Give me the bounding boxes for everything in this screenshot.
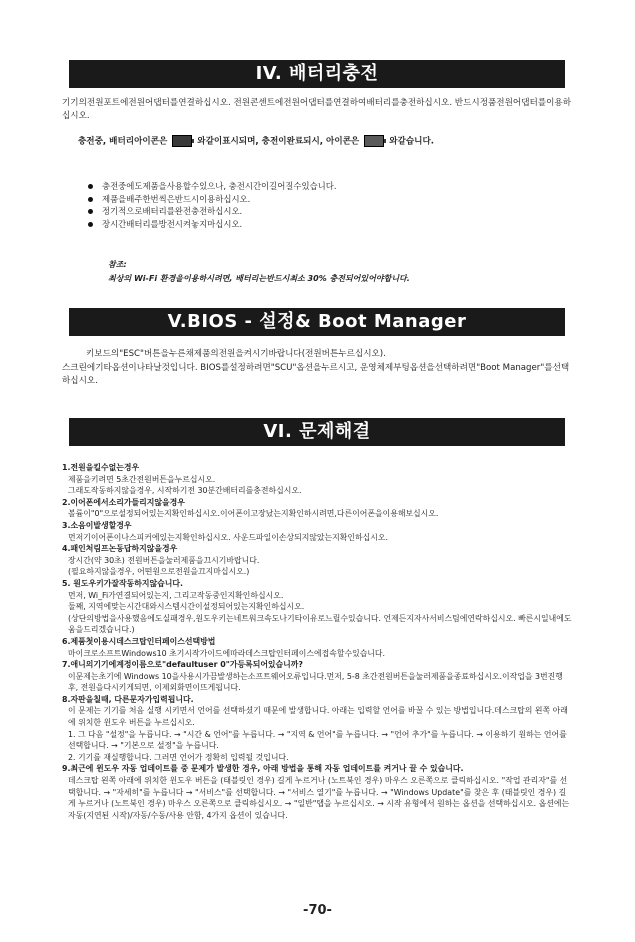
battery-full-icon <box>364 135 384 147</box>
faq-answer: 마이크로소프트Windows10 초기시작가이드에따라데스크탑인터페이스에접속할수있습니다. <box>68 648 386 658</box>
faq-question: 2.이어폰에서소리가들리지않을경우 <box>62 497 185 507</box>
faq-question: 5. 원도우키가잘작동하지않습니다. <box>62 578 183 588</box>
charging-text-b: 와같이표시되며, 충전이완료되시, 아이콘은 <box>197 136 360 147</box>
faq-answer: 둘째, 지역에맞는시간대와시스템시간이설정되어있는지확인하십시오. <box>68 602 305 612</box>
faq-question: 3.소음이발생할경우 <box>62 520 132 530</box>
faq-answer: 이 문제는 기기를 처음 실행 시키면서 언어를 선택하셨기 때문에 발생합니다. 아래는 입력할 언어를 바꿀 수 있는 방법입니다.데스크탑의 왼쪽 아래에 위치한 윈도우 버튼을 누르십시오. <box>68 706 568 728</box>
battery-charging-icon <box>172 135 192 147</box>
faq-answer: 제품을키려면 5초간전원버튼을누르십시오. <box>68 474 216 484</box>
faq-question: 6.제품첫이용시데스크탑인터페이스선택방법 <box>62 636 216 646</box>
section-4-title: IV. 배터리충전 <box>69 60 565 88</box>
list-item: 제품을배주한번씩은반드시이용하십시오. <box>88 193 558 206</box>
faq-answer: 이문제는초기에 Windows 10을사용시가끔발생하는소프트웨어오류입니다.먼저, 5-8 초간전원버튼을눌러제품을종료하십시오.이작업을 3번진행후, 전원을다시키게되면, 이제외화면이뜨게됩니다. <box>68 671 563 693</box>
section-5-title: V.BIOS - 설정& Boot Manager <box>69 308 565 336</box>
faq-answer: 1. 그 다음 "설정"을 누릅니다. → "시간 & 언어"를 누릅니다. → "지역 & 언어"를 누릅니다. → "언어 추가"를 누릅니다. → 이용하기 원하는 언어를 선택합니다. → "기본으로 설정"을 누릅니다. <box>68 729 567 751</box>
faq-answer: 먼저, Wi_Fi가연결되어있는지, 그리고작동중인지확인하십시오. <box>68 590 284 600</box>
faq-answer: (필요하지않을경우, 어떤원으로전원을끄지마십시오.) <box>68 567 250 577</box>
bios-line-2: 스크린에기타옵션이나타날것입니다. BIOS를설정하려면"SCU"옵션을누르시고, 운영체제부팅옵션을선택하려면"Boot Manager"를선택하십시오. <box>62 363 570 386</box>
page-number: -70- <box>303 903 332 918</box>
faq-question: 7.애니의기기에계정이름으로"defaultuser 0"가등록되어있습니까? <box>62 660 304 670</box>
note-label: 참조: <box>108 260 127 269</box>
faq-answer: 장시간(약 30초) 전원버튼을눌러제품을끄시기바랍니다. <box>68 555 260 565</box>
list-item: 장시간배터리를방전시켜놓지마십시오. <box>88 218 558 231</box>
battery-intro: 기기의전원포트에전원어댑터를연결하십시오. 전원콘센트에전원어댑터를연결하여배터리를충전하십시오. 반드시정품전원어댑터를이용하십시오. <box>62 98 572 121</box>
faq-question: 4.패인처림프논동답하지않을경우 <box>62 544 178 554</box>
list-item: 정기적으로배터리를완전충전하십시오. <box>88 205 558 218</box>
faq-answer: 그래도작동하지않을경우, 시작하기전 30분간배터리를충전하십시오. <box>68 486 302 496</box>
faq-answer: (상단의방법을사용했음에도실패경우,원도우키는네트워크속도나기타이유로느릴수있습니다. 언제든지자사서비스팀에연락하십시오. 빠른시일내에도움을드리겠습니다.) <box>68 613 572 635</box>
faq-question: 9.최근에 윈도우 자동 업데이트를 중 문제가 발생한 경우, 아래 방법을 통해 자동 업데이트를 켜거나 끌 수 있습니다. <box>62 764 464 774</box>
charging-text-c: 와같습니다. <box>389 136 435 147</box>
faq-answer: 데스크탑 왼쪽 아래에 위치한 윈도우 버튼을 (태블릿인 경우) 길게 누르거나 (노트북인 경우) 마우스 오른쪽으로 클릭하십시오. "작업 관리자"를 선택합니다. → "자세히"를 누릅니다 → "서비스"를 선택합니다. → "서비스 열기"를 누릅니다. → "Windows Update"를 찾은 후 (태블릿인 경우) 길게 누르거나 (노트북인 경우) 마우스 오른쪽으로 클릭하십시오. → "일반"탭을 누르십시오. → 시작 유형에서 원하는 옵션을 선택하십시오. 옵션에는 자동(지연된 시작)/자동/수동/사용 안함, 4가지 옵션이 있습니다. <box>68 776 570 820</box>
faq-answer: 먼저기이어폰이나스피커에있는지확인하십시오. 사운드파일이손상되지않았는지확인하십시오. <box>68 532 389 542</box>
faq-answer: 2. 기기를 재실행합니다. 그러면 언어가 정확히 입력될 것입니다. <box>68 752 289 762</box>
section-6-title: VI. 문제해결 <box>69 418 565 446</box>
list-item: 충전중에도제품을사용할수있으나, 충전시간이길어질수있습니다. <box>88 180 558 193</box>
faq-answer: 볼륨이"0"으로설정되어있는지확인하십시오.이어폰이고장났는지확인하시려면,다른이어폰을이용해보십시오. <box>68 509 439 519</box>
faq-question: 8.자판을칠때, 다른문자가입력됩니다. <box>62 694 194 704</box>
bios-line-1: 키보드의"ESC"버튼을누른채제품의전원을켜시기바랍니다(전원버튼누르십시오). <box>86 349 386 359</box>
troubleshooting-list <box>62 462 572 821</box>
note-text: 최상의 Wi-Fi 환경을이용하시려면, 배터리는반드시최소 30% 충전되어있어야합니다. <box>108 274 410 283</box>
charging-text-a: 충전중, 배터리아이콘은 <box>78 136 168 147</box>
faq-question: 1.전원을킬수없는경우 <box>62 463 140 472</box>
battery-tips-list <box>88 180 558 230</box>
charging-icon-line <box>78 135 588 148</box>
